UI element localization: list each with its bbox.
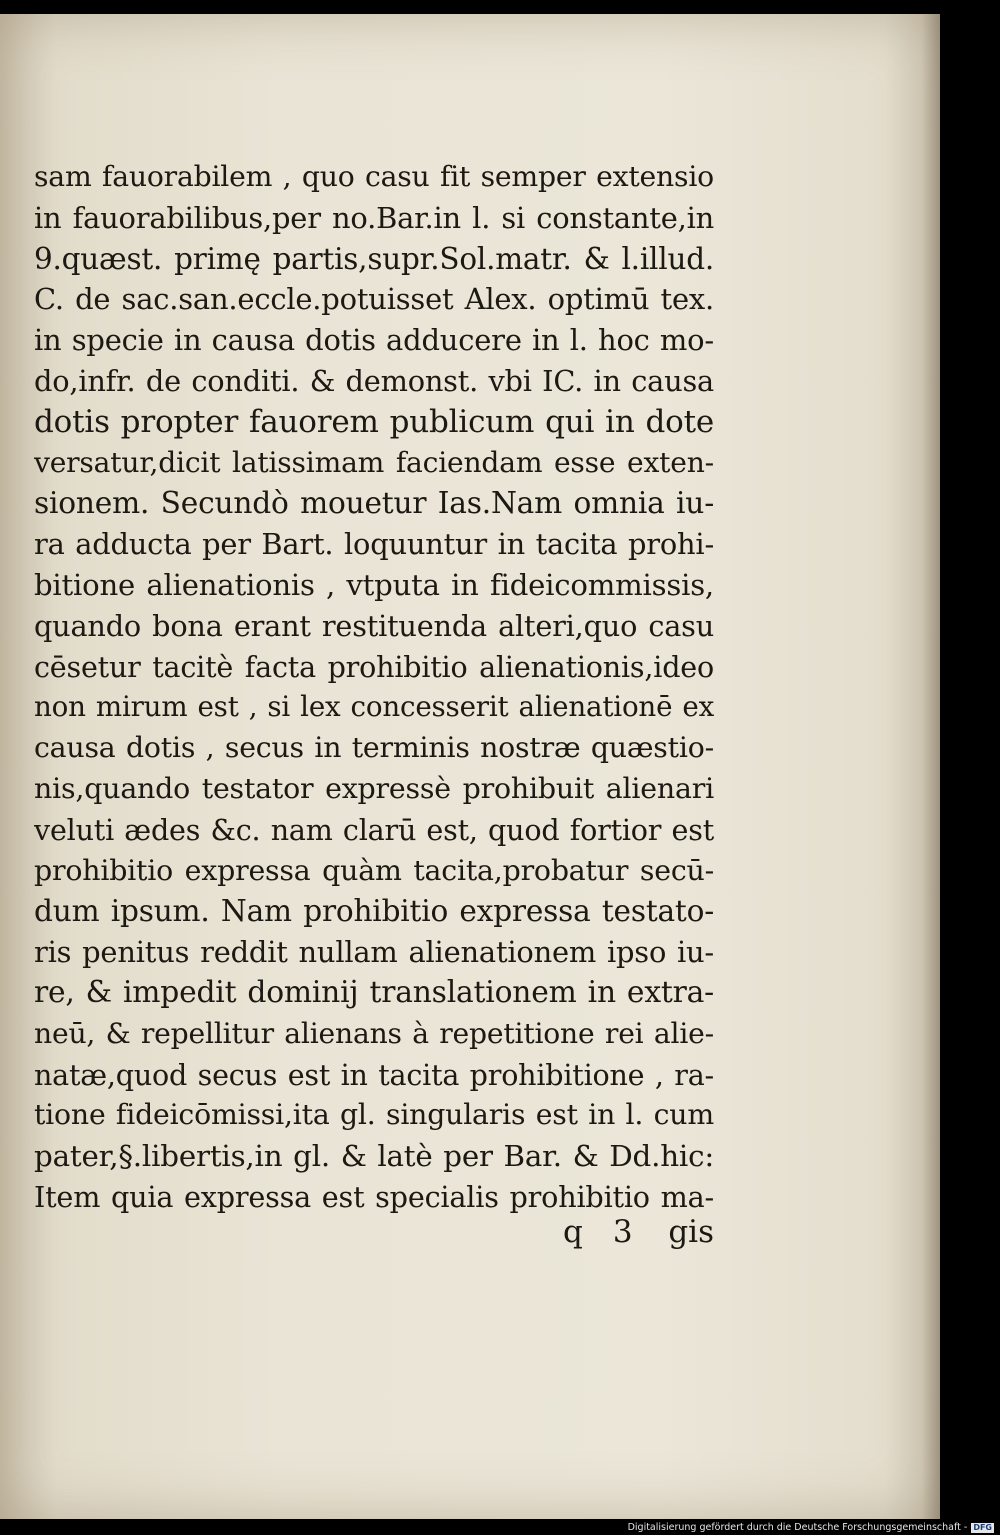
text-line: in fauorabilibus,per no.Bar.in l. si constante,in [34, 200, 714, 235]
text-line: dotis propter fauorem publicum qui in dote [34, 403, 714, 440]
text-line: re, & impedit dominij translationem in extra- [34, 974, 714, 1010]
catchword: gis [668, 1214, 714, 1250]
credit-text: Digitalisierung gefördert durch die Deutsche Forschungsgemeinschaft - [627, 1522, 968, 1533]
credit-bar [0, 1519, 1000, 1535]
text-line: non mirum est , si lex concesserit alienationē ex [34, 690, 714, 724]
text-line: dum ipsum. Nam prohibitio expressa testato- [34, 894, 714, 929]
text-line: sam fauorabilem , quo casu fit semper extensio [34, 160, 714, 193]
signature-letter: q [563, 1214, 583, 1250]
signature-mark [563, 1214, 633, 1250]
text-line: bitione alienationis , vtputa in fideicommissis, [34, 567, 714, 602]
text-line: do,infr. de conditi. & demonst. vbi IC. in causa [34, 363, 714, 398]
text-line: natæ,quod secus est in tacita prohibitione , ra- [34, 1057, 714, 1092]
text-line: 9.quæst. primę partis,supr.Sol.matr. & l.illud. [34, 241, 714, 276]
text-line: cēsetur tacitè facta prohibitio alienationis,ideo [34, 649, 714, 684]
text-line: prohibitio expressa quàm tacita,probatur secū- [34, 853, 714, 887]
funding-credit [628, 1522, 994, 1533]
text-line: ris penitus reddit nullam alienationem ipso iu- [34, 935, 714, 970]
text-line: tione fideicōmissi,ita gl. singularis est in l. cum [34, 1098, 714, 1132]
book-page [0, 14, 940, 1519]
text-line: veluti ædes &c. nam clarū est, quod fortior est [34, 812, 714, 847]
page-edge-shadow [922, 14, 940, 1519]
text-line: Item quia expressa est specialis prohibitio ma- [34, 1179, 714, 1214]
text-line: C. de sac.san.eccle.potuisset Alex. optimū tex. [34, 282, 714, 317]
text-line: pater,§.libertis,in gl. & latè per Bar. & Dd.hic: [34, 1139, 714, 1174]
signature-number: 3 [612, 1214, 633, 1250]
text-line: nis,quando testator expressè prohibuit alienari [34, 771, 714, 805]
text-line: sionem. Secundò mouetur Ias.Nam omnia iu- [34, 485, 714, 521]
dfg-logo-icon: DFG [973, 1522, 992, 1532]
body-text [34, 157, 714, 1218]
text-line: neū, & repellitur alienans à repetitione rei alie- [34, 1016, 714, 1050]
text-line: versatur,dicit latissimam faciendam esse exten- [34, 445, 714, 479]
text-line: in specie in causa dotis adducere in l. hoc mo- [34, 323, 714, 358]
text-line: quando bona erant restituenda alteri,quo casu [34, 608, 714, 643]
text-line: ra adducta per Bart. loquuntur in tacita prohi- [34, 527, 714, 562]
page-footer [34, 1214, 714, 1256]
text-line: causa dotis , secus in terminis nostræ quæstio- [34, 731, 714, 765]
